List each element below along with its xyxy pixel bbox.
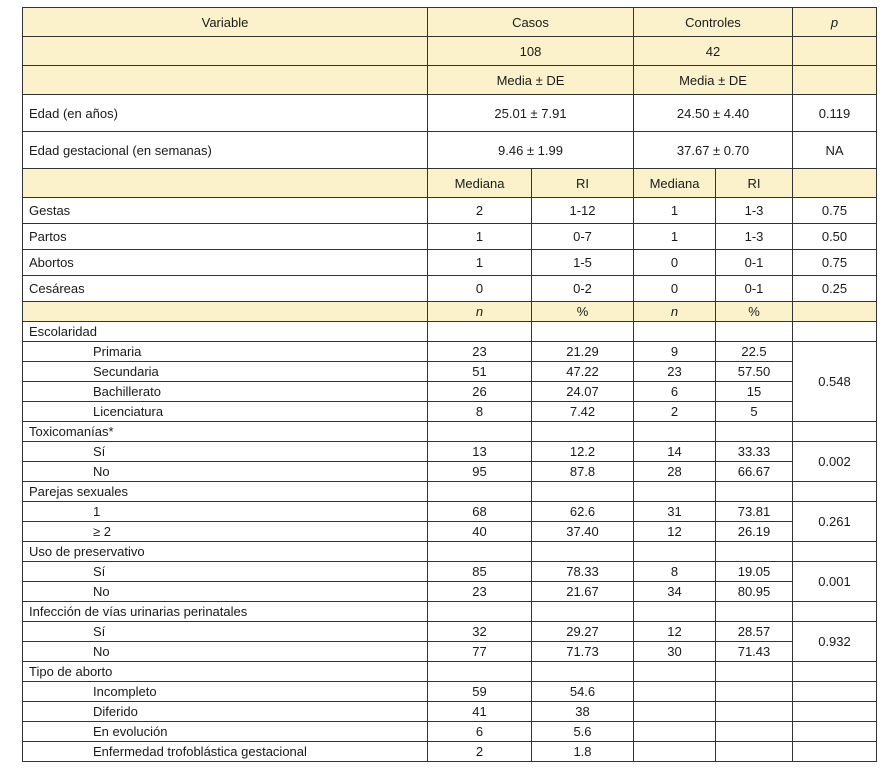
cell: 2 (634, 402, 716, 422)
cell: 12.2 (532, 442, 634, 462)
controls-median-header: Mediana (634, 169, 716, 198)
row-label: Diferido (23, 702, 428, 722)
cell: 22.5 (716, 342, 793, 362)
group-title-row (23, 422, 877, 442)
cell: 28.57 (716, 622, 793, 642)
cell: 95 (428, 462, 532, 482)
cell: 28 (634, 462, 716, 482)
row-label: En evolución (23, 722, 428, 742)
table-row (23, 502, 877, 522)
group-title-row (23, 542, 877, 562)
cell: 29.27 (532, 622, 634, 642)
cell: 1.8 (532, 742, 634, 762)
cell: 21.29 (532, 342, 634, 362)
cell: 40 (428, 522, 532, 542)
table-row (23, 250, 877, 276)
cell: 2 (428, 742, 532, 762)
row-label: No (23, 462, 428, 482)
cell: 0-1 (716, 276, 793, 302)
counts-row (23, 37, 877, 66)
p-value: 0.75 (793, 250, 877, 276)
table-row (23, 582, 877, 602)
cell: 8 (428, 402, 532, 422)
table-row (23, 682, 877, 702)
table-row (23, 198, 877, 224)
p-value: 0.002 (793, 442, 877, 482)
group-title-row (23, 322, 877, 342)
table-row (23, 442, 877, 462)
row-label: Secundaria (23, 362, 428, 382)
cell: 0-2 (532, 276, 634, 302)
cell: 1-5 (532, 250, 634, 276)
row-label: 1 (23, 502, 428, 522)
cell: 85 (428, 562, 532, 582)
controls-mean-label: Media ± DE (634, 66, 793, 95)
cell: 31 (634, 502, 716, 522)
table-row (23, 95, 877, 132)
median-header-row (23, 169, 877, 198)
table-row (23, 562, 877, 582)
row-label: Abortos (23, 250, 428, 276)
cell: 15 (716, 382, 793, 402)
cases-median-header: Mediana (428, 169, 532, 198)
controls-value: 24.50 ± 4.40 (634, 95, 793, 132)
row-label: Edad gestacional (en semanas) (23, 132, 428, 169)
cell: 2 (428, 198, 532, 224)
cell: 73.81 (716, 502, 793, 522)
row-label: Sí (23, 562, 428, 582)
p-value: 0.75 (793, 198, 877, 224)
controls-ri-header: RI (716, 169, 793, 198)
cell: 5.6 (532, 722, 634, 742)
cell: 12 (634, 522, 716, 542)
table-row (23, 402, 877, 422)
cell: 33.33 (716, 442, 793, 462)
cell: 41 (428, 702, 532, 722)
cell: 23 (634, 362, 716, 382)
table-row (23, 362, 877, 382)
header-cases: Casos (428, 8, 634, 37)
row-label: Licenciatura (23, 402, 428, 422)
cell: 23 (428, 342, 532, 362)
cell: 71.43 (716, 642, 793, 662)
cell: 6 (428, 722, 532, 742)
cell: 66.67 (716, 462, 793, 482)
table-row (23, 462, 877, 482)
cases-ri-header: RI (532, 169, 634, 198)
table-row (23, 642, 877, 662)
row-label: ≥ 2 (23, 522, 428, 542)
cell: 9 (634, 342, 716, 362)
cell: 80.95 (716, 582, 793, 602)
cell: 1-12 (532, 198, 634, 224)
group-title-row (23, 662, 877, 682)
cell: 19.05 (716, 562, 793, 582)
row-label: Bachillerato (23, 382, 428, 402)
p-value: 0.50 (793, 224, 877, 250)
cell: 77 (428, 642, 532, 662)
p-value: 0.001 (793, 562, 877, 602)
cell: 0 (634, 276, 716, 302)
cell: 30 (634, 642, 716, 662)
row-label: Gestas (23, 198, 428, 224)
cases-mean-label: Media ± DE (428, 66, 634, 95)
p-value: 0.932 (793, 622, 877, 662)
cases-n: 108 (428, 37, 634, 66)
row-label: Edad (en años) (23, 95, 428, 132)
cell: 7.42 (532, 402, 634, 422)
table-row (23, 742, 877, 762)
cell: 62.6 (532, 502, 634, 522)
cell: 38 (532, 702, 634, 722)
table-row (23, 722, 877, 742)
controls-pct-header: % (716, 302, 793, 322)
group-title: Escolaridad (23, 322, 428, 342)
header-controls: Controles (634, 8, 793, 37)
row-label: Incompleto (23, 682, 428, 702)
controls-n-header: n (634, 302, 716, 322)
p-value: NA (793, 132, 877, 169)
cell: 1-3 (716, 198, 793, 224)
table-row (23, 224, 877, 250)
group-title-row (23, 602, 877, 622)
cell: 57.50 (716, 362, 793, 382)
cell: 5 (716, 402, 793, 422)
cell: 87.8 (532, 462, 634, 482)
table-row (23, 622, 877, 642)
group-title-row (23, 482, 877, 502)
cell: 1 (428, 250, 532, 276)
header-row (23, 8, 877, 37)
cell: 0 (634, 250, 716, 276)
group-title: Toxicomanías* (23, 422, 428, 442)
cell: 23 (428, 582, 532, 602)
row-label: Partos (23, 224, 428, 250)
p-value: 0.548 (793, 342, 877, 422)
cell: 1 (634, 224, 716, 250)
row-label: No (23, 582, 428, 602)
controls-n: 42 (634, 37, 793, 66)
table-row (23, 132, 877, 169)
mean-label-row (23, 66, 877, 95)
cell: 0-7 (532, 224, 634, 250)
group-title: Infección de vías urinarias perinatales (23, 602, 428, 622)
cell: 1-3 (716, 224, 793, 250)
cell: 37.40 (532, 522, 634, 542)
table-row (23, 702, 877, 722)
group-title: Parejas sexuales (23, 482, 428, 502)
row-label: Enfermedad trofoblástica gestacional (23, 742, 428, 762)
cell: 26.19 (716, 522, 793, 542)
cell: 34 (634, 582, 716, 602)
table-row (23, 382, 877, 402)
cell: 78.33 (532, 562, 634, 582)
count-header-row (23, 302, 877, 322)
header-p: p (793, 8, 877, 37)
row-label: Sí (23, 622, 428, 642)
cell: 12 (634, 622, 716, 642)
cell: 14 (634, 442, 716, 462)
cases-value: 25.01 ± 7.91 (428, 95, 634, 132)
row-label: No (23, 642, 428, 662)
cell: 13 (428, 442, 532, 462)
row-label: Sí (23, 442, 428, 462)
controls-value: 37.67 ± 0.70 (634, 132, 793, 169)
cell: 68 (428, 502, 532, 522)
cell: 51 (428, 362, 532, 382)
row-label: Cesáreas (23, 276, 428, 302)
p-value: 0.119 (793, 95, 877, 132)
cell: 26 (428, 382, 532, 402)
cell: 71.73 (532, 642, 634, 662)
cell: 24.07 (532, 382, 634, 402)
group-title: Uso de preservativo (23, 542, 428, 562)
header-variable: Variable (23, 8, 428, 37)
table-row (23, 276, 877, 302)
cell: 0 (428, 276, 532, 302)
results-table (22, 7, 877, 762)
cases-n-header: n (428, 302, 532, 322)
p-value: 0.261 (793, 502, 877, 542)
cell: 59 (428, 682, 532, 702)
group-title: Tipo de aborto (23, 662, 428, 682)
cases-pct-header: % (532, 302, 634, 322)
cases-value: 9.46 ± 1.99 (428, 132, 634, 169)
cell: 21.67 (532, 582, 634, 602)
cell: 54.6 (532, 682, 634, 702)
cell: 32 (428, 622, 532, 642)
cell: 1 (428, 224, 532, 250)
table-row (23, 522, 877, 542)
cell: 6 (634, 382, 716, 402)
cell: 47.22 (532, 362, 634, 382)
row-label: Primaria (23, 342, 428, 362)
table-row (23, 342, 877, 362)
cell: 0-1 (716, 250, 793, 276)
cell: 8 (634, 562, 716, 582)
cell: 1 (634, 198, 716, 224)
p-value: 0.25 (793, 276, 877, 302)
